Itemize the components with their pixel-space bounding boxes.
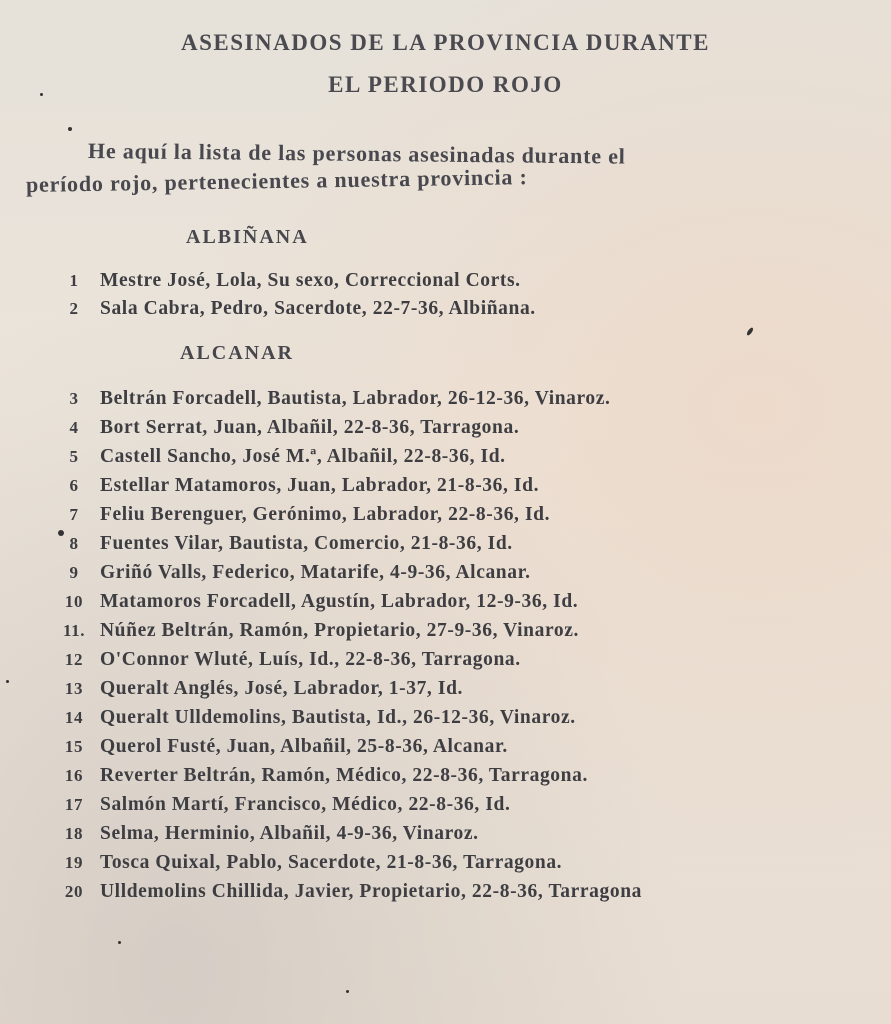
entry-number: 7 xyxy=(69,505,79,524)
ink-speck xyxy=(58,530,64,536)
entry-text: Tosca Quixal, Pablo, Sacerdote, 21-8-36, Tarragona. xyxy=(100,852,563,873)
entry-number: 20 xyxy=(64,882,84,901)
document-title-line-2: EL PERIODO ROJO xyxy=(328,72,563,97)
entry-text: Beltrán Forcadell, Bautista, Labrador, 26-12-36, Vinaroz. xyxy=(100,388,611,409)
list-item xyxy=(48,475,891,503)
ink-speck xyxy=(40,93,43,96)
list-item xyxy=(48,678,891,706)
document-title-line-1: ASESINADOS DE LA PROVINCIA DURANTE xyxy=(181,30,710,55)
entry-number: 1 xyxy=(69,271,79,290)
entry-number: 19 xyxy=(64,853,84,872)
intro-line-2: período rojo, pertenecientes a nuestra provincia : xyxy=(25,164,528,197)
entry-text: Bort Serrat, Juan, Albañil, 22-8-36, Tarragona. xyxy=(100,417,520,438)
entry-text: Ulldemolins Chillida, Javier, Propietario, 22-8-36, Tarragona xyxy=(100,881,642,902)
entry-number: 10 xyxy=(64,592,84,611)
entry-text: Selma, Herminio, Albañil, 4-9-36, Vinaroz. xyxy=(100,823,479,844)
entry-number: 16 xyxy=(64,766,84,785)
entry-text: Griñó Valls, Federico, Matarife, 4-9-36, Alcanar. xyxy=(100,562,531,583)
entry-number: 18 xyxy=(64,824,84,843)
entry-text: Feliu Berenguer, Gerónimo, Labrador, 22-8-36, Id. xyxy=(100,504,551,525)
entry-number: 15 xyxy=(64,737,84,756)
list-item xyxy=(48,707,891,735)
list-item xyxy=(48,417,891,445)
entry-number: 11. xyxy=(62,621,86,640)
list-item xyxy=(48,881,891,909)
clipped-previous-line xyxy=(30,0,790,8)
ink-speck xyxy=(346,990,349,993)
list-item xyxy=(48,591,891,619)
list-item xyxy=(48,446,891,474)
entry-text: Querol Fusté, Juan, Albañil, 25-8-36, Alcanar. xyxy=(100,736,508,757)
ink-speck xyxy=(68,127,72,131)
ink-speck xyxy=(118,941,121,944)
entry-text: O'Connor Wluté, Luís, Id., 22-8-36, Tarragona. xyxy=(100,649,521,670)
list-item xyxy=(48,533,891,561)
list-item xyxy=(48,765,891,793)
entry-text: Queralt Ulldemolins, Bautista, Id., 26-12-36, Vinaroz. xyxy=(100,707,576,728)
entry-number: 4 xyxy=(69,418,79,437)
section-heading-albinana: ALBIÑANA xyxy=(186,226,309,248)
list-item xyxy=(48,504,891,532)
entry-text: Queralt Anglés, José, Labrador, 1-37, Id. xyxy=(100,678,463,699)
list-item xyxy=(48,620,891,648)
list-item xyxy=(48,388,891,416)
entry-text: Mestre José, Lola, Su sexo, Correccional Corts. xyxy=(100,270,521,291)
entry-text: Fuentes Vilar, Bautista, Comercio, 21-8-36, Id. xyxy=(100,533,513,554)
entry-text: Reverter Beltrán, Ramón, Médico, 22-8-36, Tarragona. xyxy=(100,765,588,786)
entry-number: 14 xyxy=(64,708,84,727)
entry-text: Estellar Matamoros, Juan, Labrador, 21-8-36, Id. xyxy=(100,475,540,496)
intro-line-1: He aquí la lista de las personas asesinadas durante el xyxy=(87,138,626,169)
list-item xyxy=(48,649,891,677)
entry-number: 17 xyxy=(64,795,84,814)
entry-number: 2 xyxy=(69,299,79,318)
entry-number: 5 xyxy=(69,447,79,466)
entry-text: Salmón Martí, Francisco, Médico, 22-8-36, Id. xyxy=(100,794,511,815)
list-item xyxy=(48,823,891,851)
entry-text: Castell Sancho, José M.ª, Albañil, 22-8-36, Id. xyxy=(100,446,506,467)
list-item xyxy=(48,794,891,822)
ink-speck xyxy=(746,327,754,337)
list-item xyxy=(48,736,891,764)
entry-number: 13 xyxy=(64,679,84,698)
entry-number: 6 xyxy=(69,476,79,495)
entry-text: Sala Cabra, Pedro, Sacerdote, 22-7-36, Albiñana. xyxy=(100,298,536,319)
list-item xyxy=(48,562,891,590)
list-item xyxy=(48,270,891,298)
list-item xyxy=(48,852,891,880)
entry-number: 9 xyxy=(69,563,79,582)
ink-speck xyxy=(6,680,9,683)
entry-number: 12 xyxy=(64,650,84,669)
section-heading-alcanar: ALCANAR xyxy=(180,342,294,364)
entry-number: 3 xyxy=(69,389,79,408)
entry-text: Núñez Beltrán, Ramón, Propietario, 27-9-36, Vinaroz. xyxy=(100,620,579,641)
list-item xyxy=(48,298,891,326)
entry-number: 8 xyxy=(69,534,79,553)
entry-text: Matamoros Forcadell, Agustín, Labrador, 12-9-36, Id. xyxy=(100,591,579,612)
